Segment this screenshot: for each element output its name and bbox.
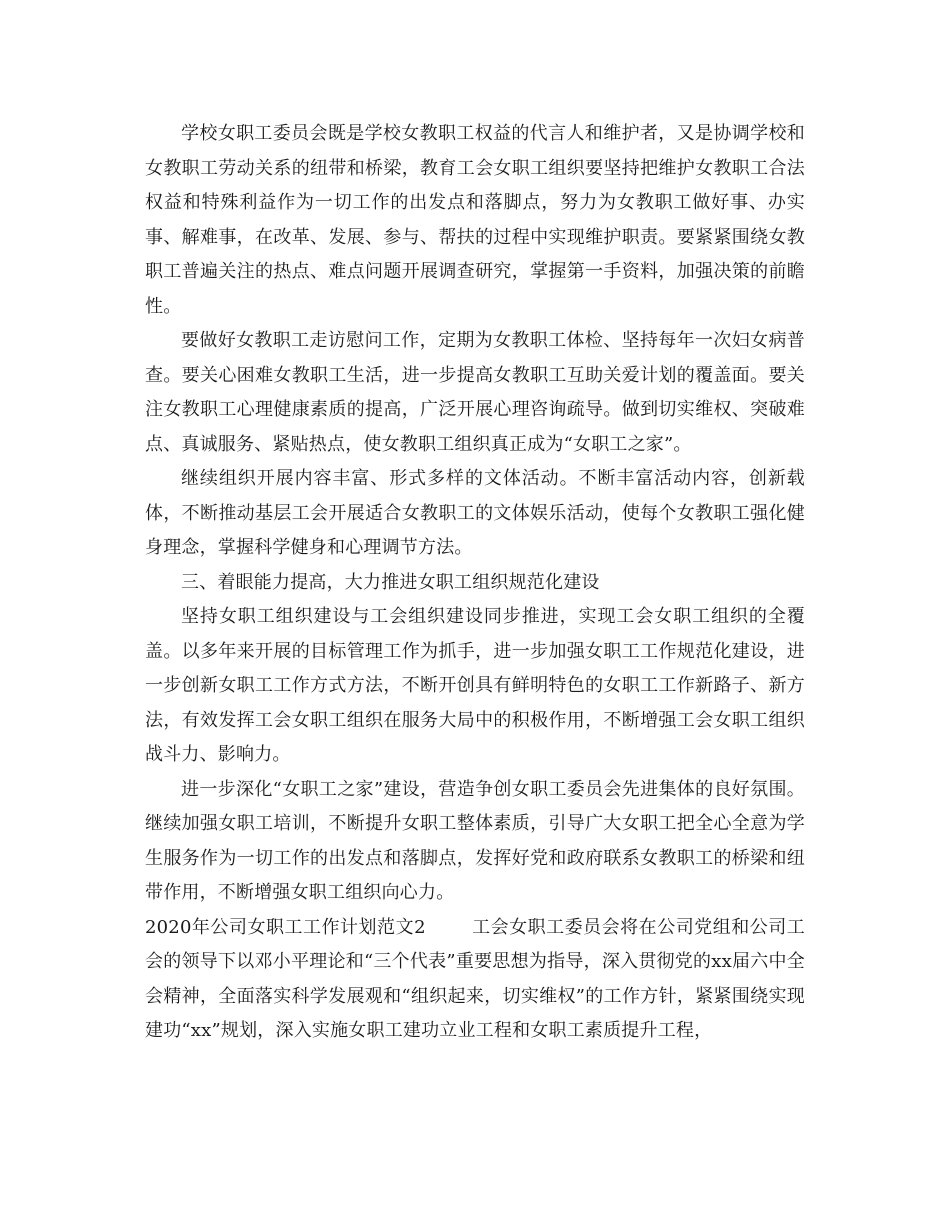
paragraph-3: 继续组织开展内容丰富、形式多样的文体活动。不断丰富活动内容，创新载体，不断推动基层工会开展适合女教职工的文体娱乐活动，使每个女教职工强化健身理念，掌握科学健身和心理调节方法。 [145,468,805,558]
final-title: 2020年公司女职工工作计划范文2 [145,916,426,938]
paragraph-5: 进一步深化“女职工之家”建设，营造争创女职工委员会先进集体的良好氛围。继续加强女职工培训，不断提升女职工整体素质，引导广大女职工把全心全意为学生服务作为一切工作的出发点和落脚点，发挥好党和政府联系女教职工的桥梁和纽带作用，不断增强女职工组织向心力。 [145,778,805,903]
paragraph-2: 要做好女教职工走访慰问工作，定期为女教职工体检、坚持每年一次妇女病普查。要关心困难女教职工生活，进一步提高女教职工互助关爱计划的覆盖面。要关注女教职工心理健康素质的提高，广泛开展心理咨询疏导。做到切实维权、突破难点、真诚服务、紧贴热点，使女教职工组织真正成为“女职工之家”。 [145,330,805,455]
final-text: 工会女职工委员会将在公司党组和公司工会的领导下以邓小平理论和“三个代表”重要思想为指导，深入贯彻党的xx届六中全会精神，全面落实科学发展观和“组织起来，切实维权”的工作方针，紧紧围绕实现建功“xx”规划，深入实施女职工建功立业工程和女职工素质提升工程， [145,916,805,1041]
section-heading: 三、着眼能力提高，大力推进女职工组织规范化建设 [181,571,600,593]
paragraph-1: 学校女职工委员会既是学校女教职工权益的代言人和维护者，又是协调学校和女教职工劳动关系的纽带和桥梁，教育工会女职工组织要坚持把维护女教职工合法权益和特殊利益作为一切工作的出发点和落脚点，努力为女教职工做好事、办实事、解难事，在改革、发展、参与、帮扶的过程中实现维护职责。要紧紧围绕女教职工普遍关注的热点、难点问题开展调查研究，掌握第一手资料，加强决策的前瞻性。 [145,123,805,317]
final-paragraph [145,911,805,1049]
document-body [145,117,805,1049]
paragraph-4: 坚持女职工组织建设与工会组织建设同步推进，实现工会女职工组织的全覆盖。以多年来开展的目标管理工作为抓手，进一步加强女职工工作规范化建设，进一步创新女职工工作方式方法，不断开创具有鲜明特色的女职工工作新路子、新方法，有效发挥工会女职工组织在服务大局中的积极作用，不断增强工会女职工组织战斗力、影响力。 [145,606,805,765]
